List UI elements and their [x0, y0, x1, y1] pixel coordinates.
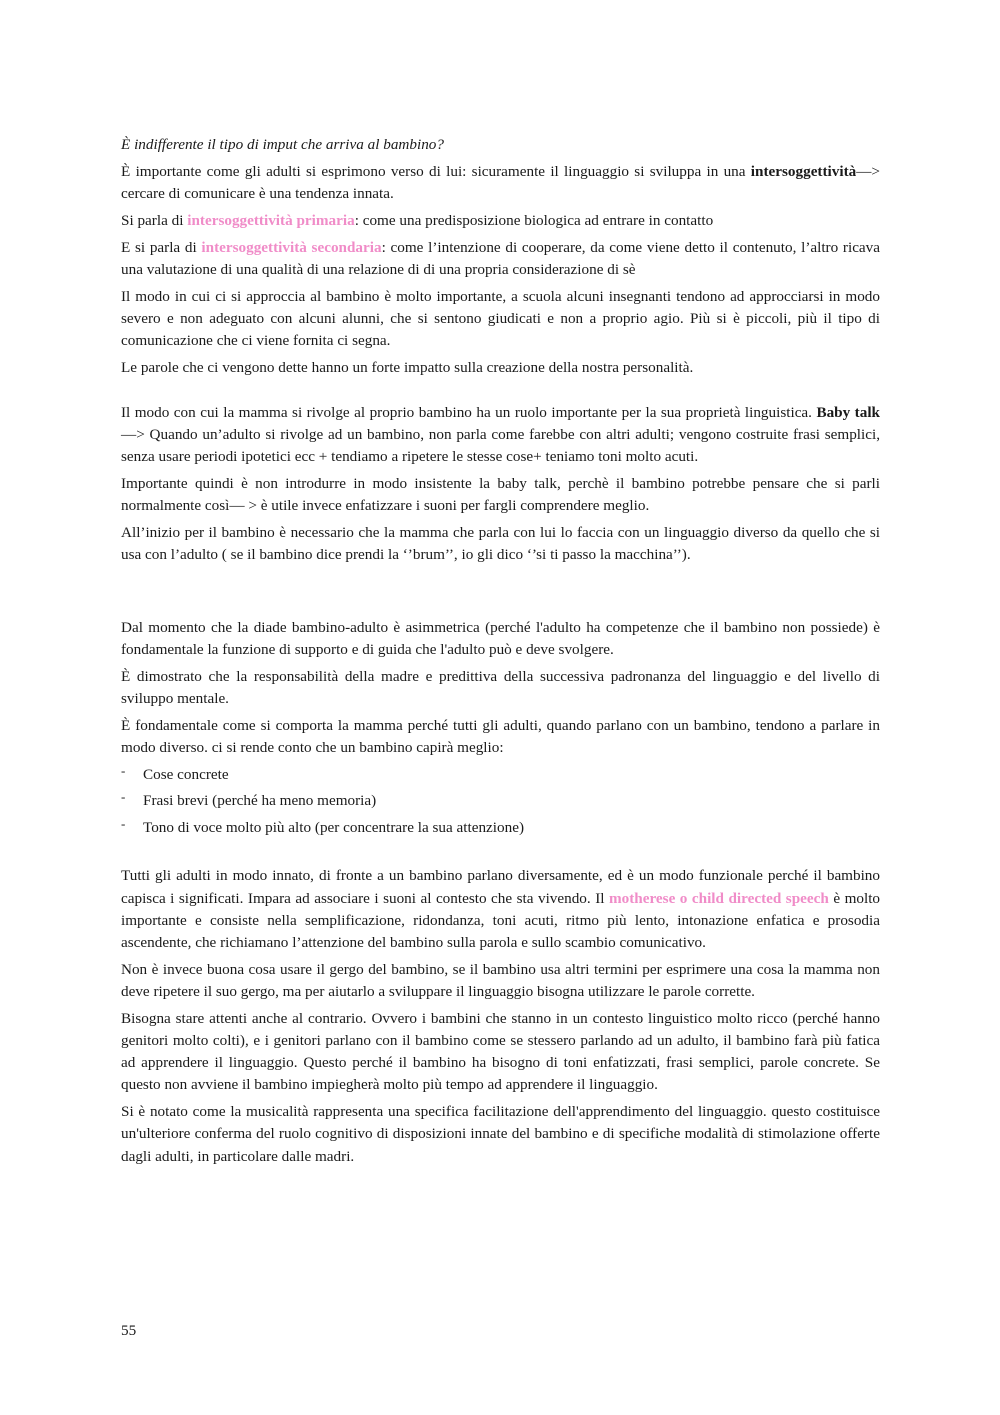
page-number: 55 — [121, 1322, 137, 1339]
paragraph-musicalita: Si è notato come la musicalità rappresenta una specifica facilitazione dell'apprendimento del linguaggio. questo costituisce un'ulteriore conferma del ruolo cognitivo di disposizioni innate del bambino e di specifiche modalità di stimolazione offerte dagli adulti, in particolare dalle madri. — [121, 1103, 880, 1165]
paragraph-motherese — [121, 865, 880, 954]
paragraph-diade: Dal momento che la diade bambino-adulto è asimmetrica (perché l'adulto ha competenze che il bambino non possiede) è fondamentale la funzione di supporto e di guida che l'adulto può e deve svolgere. — [121, 618, 880, 658]
paragraph-fondamentale: È fondamentale come si comporta la mamma perché tutti gli adulti, quando parlano con un bambino, tendono a parlare in modo diverso. ci si rende conto che un bambino capirà meglio: — [121, 716, 880, 756]
highlighted-term: motherese o child directed speech — [608, 889, 829, 907]
question-heading: È indifferente il tipo di imput che arriva al bambino? — [121, 136, 444, 153]
list-item-text: Tono di voce molto più alto (per concentrare la sua attenzione) — [143, 819, 525, 837]
text-run: È importante come gli adulti si esprimono verso di lui: sicuramente il linguaggio si sviluppa in una — [121, 162, 751, 180]
list-marker: - — [121, 816, 126, 832]
paragraph-contrario: Bisogna stare attenti anche al contrario. Ovvero i bambini che stanno in un contesto linguistico molto ricco (perché hanno genitori molto colti), e i genitori parlano con il bambino come se stessero parlando ad un adulto, il bambino farà più fatica ad apprendere il linguaggio. Questo perché il bambino ha bisogno di toni enfatizzati, frasi semplici, parole concrete. Se questo non avviene il bambino impiegherà molto più tempo ad apprendere il linguaggio. — [121, 1009, 880, 1094]
text-run: —> cercare di comunicare è una tendenza innata. — [121, 162, 880, 202]
paragraph-parole: Le parole che ci vengono dette hanno un forte impatto sulla creazione della nostra personalità. — [121, 358, 694, 376]
paragraph-responsabilita: È dimostrato che la responsabilità della madre e predittiva della successiva padronanza del linguaggio e del livello di sviluppo mentale. — [121, 667, 880, 707]
list-item — [121, 817, 880, 839]
paragraph-baby-talk — [121, 402, 880, 469]
paragraph-secondaria — [121, 237, 880, 281]
paragraph-inizio: All’inizio per il bambino è necessario che la mamma che parla con lui lo faccia con un linguaggio diverso da quello che si usa con l’adulto ( se il bambino dice prendi la ‘’brum’’, io gli dico ‘’si ti passo la macchina’’). — [121, 524, 880, 564]
bold-term: Baby talk — [816, 404, 880, 421]
paragraph-approccio: Il modo in cui ci si approccia al bambino è molto importante, a scuola alcuni insegnanti tendono ad approcciarsi in modo severo e non adeguato con alcuni alunni, che si sentono giudicati e non a proprio agio. Più si è piccoli, più il tipo di comunicazione che ci viene fornita ci segna. — [121, 287, 880, 349]
text-run: è molto importante e consiste nella semplificazione, ridondanza, toni acuti, ritmo più lento, intonazione enfatica e prosodia ascendente, che richiamano l’attenzione del bambino sulla parola e sullo scambio comunicativo. — [121, 889, 881, 952]
list-item — [121, 790, 880, 812]
list-marker: - — [121, 789, 126, 805]
text-run: Si parla di — [121, 211, 188, 229]
paragraph-gergo: Non è invece buona cosa usare il gergo del bambino, se il bambino usa altri termini per esprimere una cosa la mamma non deve ripetere il suo gergo, ma per aiutarlo a sviluppare il linguaggio bisogna utilizzare le parole corrette. — [121, 960, 880, 1001]
list-item-text: Frasi brevi (perché ha meno memoria) — [143, 792, 377, 810]
page-content — [121, 134, 880, 1172]
text-run: Il modo con cui la mamma si rivolge al proprio bambino ha un ruolo importante per la sua proprietà linguistica. — [121, 404, 812, 421]
list-item-text: Cose concrete — [143, 765, 229, 783]
text-run: —> Quando un’adulto si rivolge ad un bambino, non parla come farebbe con altri adulti; vengono costruite frasi semplici, senza usare periodi ipotetici ecc + tendiamo a ripetere le stesse cose+ teniamo toni molto acuti. — [121, 426, 880, 466]
paragraph-intersoggettivita — [121, 161, 880, 205]
highlighted-term: intersoggettività secondaria — [201, 238, 382, 256]
bullet-list — [121, 764, 880, 840]
paragraph-importante: Importante quindi è non introdurre in modo insistente la baby talk, perchè il bambino potrebbe pensare che si parli normalmente così— > è utile invece enfatizzare i suoni per fargli comprendere meglio. — [121, 475, 880, 515]
text-run: : come una predisposizione biologica ad entrare in contatto — [354, 211, 714, 229]
list-marker: - — [121, 762, 126, 778]
text-run: : come l’intenzione di cooperare, da come viene detto il contenuto, l’altro ricava una valutazione di una qualità di una relazione di di una propria considerazione di sè — [121, 238, 881, 278]
bold-term: intersoggettività — [750, 162, 857, 180]
list-item — [121, 764, 880, 786]
text-run: Tutti gli adulti in modo innato, di fronte a un bambino parlano diversamente, ed è un modo funzionale perché il bambino capisca i significati. Impara ad associare i suoni al contesto che sta vivendo. Il — [121, 867, 880, 907]
highlighted-term: intersoggettività primaria — [187, 211, 355, 229]
text-run: E si parla di — [121, 238, 202, 256]
paragraph-primaria — [121, 210, 880, 232]
